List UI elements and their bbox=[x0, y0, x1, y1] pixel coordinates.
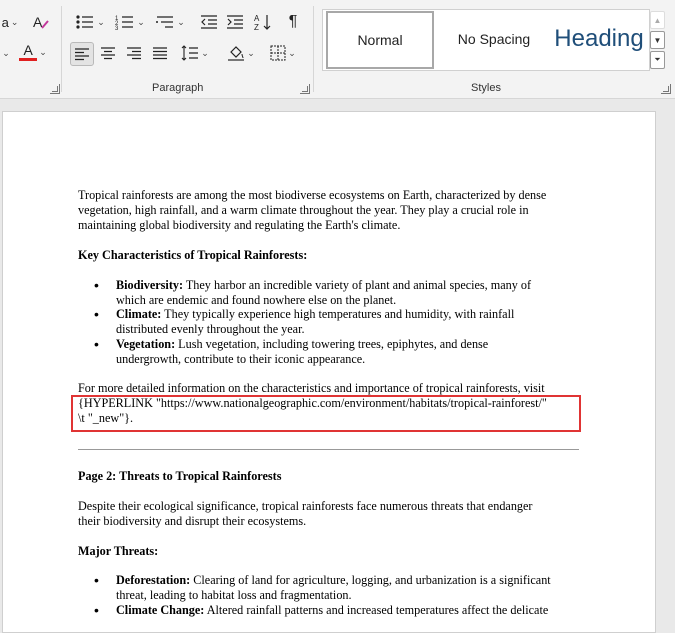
bullet-icon: • bbox=[94, 602, 99, 618]
style-no-spacing[interactable]: No Spacing bbox=[457, 31, 531, 47]
align-center-button[interactable] bbox=[97, 42, 119, 64]
hyperlink-field-code[interactable]: {HYPERLINK "https://www.nationalgeographic.com/environment/habitats/tropical-rainforest/" bbox=[78, 396, 547, 410]
text-line bbox=[116, 307, 514, 322]
list-item-term: Climate Change: bbox=[116, 603, 205, 617]
borders-button[interactable] bbox=[266, 42, 300, 64]
styles-scroll-down-button[interactable] bbox=[650, 31, 665, 49]
text-line: Tropical rainforests are among the most biodiverse ecosystems on Earth, characterized by dense bbox=[78, 188, 547, 202]
page2-heading bbox=[78, 469, 281, 484]
list-item-text: They harbor an incredible variety of plant and animal species, many of bbox=[183, 278, 532, 292]
line-spacing-button[interactable] bbox=[178, 42, 212, 64]
chevron-down-icon: ⌄ bbox=[201, 47, 209, 58]
align-right-icon bbox=[126, 46, 142, 60]
svg-text:3: 3 bbox=[115, 26, 119, 30]
clear-formatting-button[interactable] bbox=[30, 11, 52, 33]
list-item bbox=[116, 603, 548, 618]
svg-text:1: 1 bbox=[115, 16, 119, 22]
text-line: maintaining global biodiversity and regulating the Earth's climate. bbox=[78, 218, 401, 232]
svg-text:Z: Z bbox=[254, 23, 259, 31]
font-color-button[interactable] bbox=[16, 41, 50, 63]
bullet-icon: • bbox=[94, 572, 99, 588]
text-line bbox=[116, 337, 488, 352]
intro-paragraph bbox=[78, 188, 546, 233]
style-normal[interactable]: Normal bbox=[326, 11, 434, 69]
numbered-list-icon bbox=[115, 14, 135, 30]
text-line bbox=[116, 603, 548, 618]
text-line bbox=[116, 278, 531, 293]
group-separator bbox=[313, 6, 314, 92]
svg-text:2: 2 bbox=[115, 21, 119, 27]
text-line: vegetation, high rainfall, and a warm climate throughout the year. They play a crucial role in bbox=[78, 203, 529, 217]
text-line: which are endemic and found nowhere else on the planet. bbox=[116, 293, 397, 307]
list-item-text: Lush vegetation, including towering trees, epiphytes, and dense bbox=[175, 337, 489, 351]
list-item-text: Clearing of land for agriculture, logging, and urbanization is a significant bbox=[190, 573, 551, 587]
group-separator bbox=[61, 6, 62, 92]
shading-button[interactable] bbox=[224, 42, 258, 64]
list-item bbox=[116, 307, 514, 337]
font-dialog-launcher-icon[interactable] bbox=[50, 84, 60, 94]
align-right-button[interactable] bbox=[123, 42, 145, 64]
paragraph-group-label: Paragraph bbox=[152, 82, 204, 94]
font-size-partial-label: a bbox=[1, 14, 9, 30]
align-left-button[interactable] bbox=[70, 42, 94, 66]
text-line: undergrowth, contribute to their iconic appearance. bbox=[116, 352, 366, 366]
justify-button[interactable] bbox=[149, 42, 171, 64]
decrease-indent-icon bbox=[200, 14, 218, 30]
heading-text: Page 2: Threats to Tropical Rainforests bbox=[78, 469, 282, 483]
chevron-down-icon: ⌄ bbox=[2, 47, 10, 58]
page-break-rule bbox=[78, 449, 579, 450]
line-spacing-icon bbox=[181, 45, 199, 61]
list-item bbox=[116, 337, 488, 367]
list-item-text: They typically experience high temperatures and humidity, with rainfall bbox=[161, 307, 515, 321]
decrease-indent-button[interactable] bbox=[198, 11, 220, 33]
increase-indent-icon bbox=[226, 14, 244, 30]
sort-button[interactable] bbox=[252, 11, 274, 33]
svg-text:A: A bbox=[33, 14, 43, 30]
multilevel-list-button[interactable] bbox=[152, 11, 188, 33]
heading-text: Key Characteristics of Tropical Rainforests: bbox=[78, 248, 308, 262]
expand-gallery-icon: ⏷ bbox=[654, 55, 661, 64]
align-center-icon bbox=[100, 46, 116, 60]
bullet-list-icon bbox=[75, 14, 95, 30]
show-formatting-marks-button[interactable] bbox=[282, 11, 304, 33]
ribbon bbox=[0, 0, 675, 99]
paint-bucket-icon bbox=[227, 45, 245, 61]
font-color-letter: A bbox=[23, 42, 33, 58]
page2-intro-paragraph bbox=[78, 499, 532, 529]
styles-group-label: Styles bbox=[471, 82, 501, 94]
text-line bbox=[116, 573, 551, 588]
section-heading bbox=[78, 248, 307, 263]
multilevel-list-icon bbox=[155, 14, 175, 30]
styles-dialog-launcher-icon[interactable] bbox=[661, 84, 671, 94]
align-left-icon bbox=[74, 47, 90, 61]
heading-text: Major Threats: bbox=[78, 544, 159, 558]
chevron-down-icon: ⌄ bbox=[39, 46, 47, 57]
numbering-button[interactable] bbox=[112, 11, 148, 33]
list-item-text: Altered rainfall patterns and increased temperatures affect the delicate bbox=[204, 603, 549, 617]
chevron-down-icon: ⌄ bbox=[97, 16, 105, 27]
styles-gallery bbox=[322, 9, 650, 71]
bullet-icon: • bbox=[94, 306, 99, 322]
font-size-dropdown[interactable] bbox=[0, 11, 20, 33]
clear-formatting-icon bbox=[32, 14, 50, 30]
chevron-down-icon: ⌄ bbox=[177, 16, 185, 27]
increase-indent-button[interactable] bbox=[224, 11, 246, 33]
field-code-highlight-box bbox=[71, 395, 581, 432]
chevron-up-icon: ▲ bbox=[653, 15, 662, 25]
styles-more-button[interactable] bbox=[650, 51, 665, 69]
text-line: For more detailed information on the characteristics and importance of tropical rainforests, visit bbox=[78, 381, 545, 395]
text-line: threat, leading to habitat loss and fragmentation. bbox=[116, 588, 352, 602]
chevron-down-icon: ▼ bbox=[653, 35, 662, 45]
chevron-down-icon: ⌄ bbox=[10, 16, 19, 27]
borders-icon bbox=[270, 45, 286, 61]
svg-text:A: A bbox=[254, 14, 260, 23]
bullet-icon: • bbox=[94, 336, 99, 352]
paragraph-dialog-launcher-icon[interactable] bbox=[300, 84, 310, 94]
style-heading[interactable]: Heading bbox=[554, 25, 644, 52]
bullets-button[interactable] bbox=[72, 11, 108, 33]
list-item-term: Deforestation: bbox=[116, 573, 191, 587]
section-heading bbox=[78, 544, 158, 559]
pilcrow-icon: ¶ bbox=[288, 13, 298, 30]
font-color-swatch bbox=[19, 58, 37, 61]
list-item-term: Biodiversity: bbox=[116, 278, 184, 292]
text-line: their biodiversity and disrupt their ecosystems. bbox=[78, 514, 307, 528]
font-color-icon bbox=[19, 43, 37, 61]
text-line: Despite their ecological significance, tropical rainforests face numerous threats that endanger bbox=[78, 499, 533, 513]
bullet-icon: • bbox=[94, 277, 99, 293]
chevron-down-icon: ⌄ bbox=[247, 47, 255, 58]
list-item-term: Climate: bbox=[116, 307, 162, 321]
styles-scroll-up-button[interactable] bbox=[650, 11, 665, 29]
font-size-decrease-chevron[interactable] bbox=[0, 42, 10, 64]
list-item bbox=[116, 573, 551, 603]
text-line: distributed evenly throughout the year. bbox=[116, 322, 305, 336]
hyperlink-field-code-switch[interactable]: \t "_new"}. bbox=[78, 411, 134, 425]
sort-icon bbox=[254, 13, 272, 31]
list-item bbox=[116, 278, 531, 308]
chevron-down-icon: ⌄ bbox=[288, 47, 296, 58]
list-item-term: Vegetation: bbox=[116, 337, 176, 351]
chevron-down-icon: ⌄ bbox=[137, 16, 145, 27]
justify-icon bbox=[152, 46, 168, 60]
